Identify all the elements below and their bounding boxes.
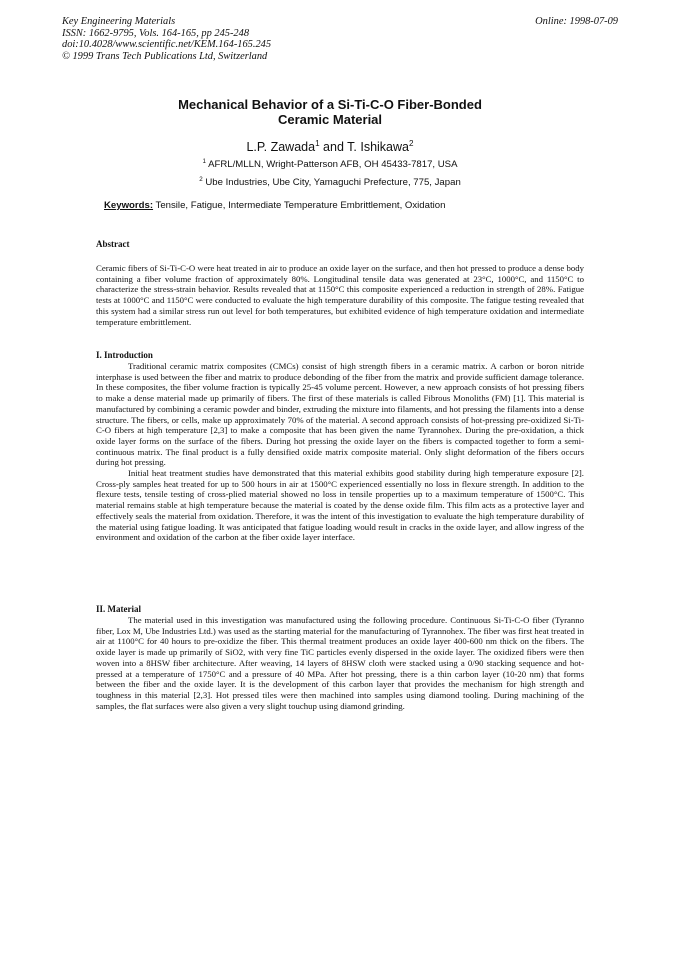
material-body xyxy=(96,615,584,711)
keywords-label: Keywords: xyxy=(104,200,154,211)
affiliation-2 xyxy=(100,177,560,188)
abstract-heading: Abstract xyxy=(96,239,130,249)
introduction-heading: I. Introduction xyxy=(96,350,153,360)
author-conjunction: and xyxy=(319,140,348,154)
title-line-2: Ceramic Material xyxy=(277,112,383,127)
issn-line: ISSN: 1662-9795, Vols. 164-165, pp 245-248 xyxy=(62,27,250,39)
author-1: L.P. Zawada xyxy=(246,140,316,154)
title-line-1: Mechanical Behavior of a Si-Ti-C-O Fiber-Bonded xyxy=(178,97,482,112)
paper-title xyxy=(100,97,560,127)
affiliation-1-mark: 1 xyxy=(202,157,206,165)
abstract-paragraph: Ceramic fibers of Si-Ti-C-O were heat treated in air to produce an oxide layer on the surface, and then hot pressed to produce a dense body containing a fiber volume fraction of approximately 80%. Longitudinal tensile data was generated at 23°C, 1000°C, and 1150°C to characterize the stress-strain behavior. Results revealed that at 1150°C this composite experienced a reduction in strength of 28%. Fatigue tests at 1000°C and 1150°C were conducted to evaluate the high temperature durability of this composite. The fatigue testing revealed that this system had a similar stress run out level for both temperatures, but exhibited evidence of high temperature oxidation and intermediate temperature embrittlement. xyxy=(96,263,584,327)
author-2: T. Ishikawa xyxy=(347,140,409,154)
online-date: Online: 1998-07-09 xyxy=(535,16,618,27)
affiliation-1-text: AFRL/MLLN, Wright-Patterson AFB, OH 45433-7817, USA xyxy=(205,159,458,170)
author-2-affil-mark: 2 xyxy=(409,138,414,148)
abstract-body xyxy=(96,263,584,327)
material-heading: II. Material xyxy=(96,604,141,614)
doi-line: doi:10.4028/www.scientific.net/KEM.164-165.245 xyxy=(62,39,272,51)
affiliation-1 xyxy=(100,159,560,170)
introduction-paragraph-2: Initial heat treatment studies have demonstrated that this material exhibits good stability during high temperature exposure [2]. Cross-ply samples heat treated for up to 500 hours in air at 1500°C experienced essentially no loss in flexure strength. In addition to the flexure tests, tensile testing of cross-plied material showed no loss in tensile properties up to a maximum temperature of 1500°C. This material remains stable at high temperature because the material is coated by the dense oxide film. This film acts as a protective layer and effectively seals the material from oxidation. Therefore, it was the intent of this investigation to evaluate the high temperature durability of the material using fatigue loading. It was anticipated that fatigue loading would result in cracks in the oxide layer, and allow ingress of the environment and oxidation of the carbon at the fiber oxide layer interface. xyxy=(96,468,584,543)
journal-name: Key Engineering Materials xyxy=(62,16,176,27)
author-line xyxy=(100,140,560,154)
journal-header xyxy=(62,16,618,62)
author-1-affil-mark: 1 xyxy=(315,138,320,148)
material-paragraph-1: The material used in this investigation was manufactured using the following procedure. Continuous Si-Ti-C-O fiber (Tyranno fiber, Lox M, Ube Industries Ltd.) was used as the starting material for the manufacturing of Tyrannohex. The fiber was first heat treated in air at 1100°C for 40 hours to pre-oxidize the fiber. This thermal treatment produces an oxide layer 400-600 nm thick on the fibers. The oxide layer is made up primarily of SiO2, with very fine TiC particles evenly dispersed in the oxide layer. The oxidized fibers were then woven into a 8HSW fiber architecture. After weaving, 14 layers of 8HSW cloth were stacked using a 0/90 stacking sequence and hot-pressed at a temperature of 1750°C and a pressure of 40 MPa. After hot pressing, there is a thin carbon layer (10-20 nm) that forms between the fiber and the oxide layer. It is the development of this carbon layer that provides the mechanism for high strength and toughness in this material [2,3]. Hot pressed tiles were then machined into samples using diamond tooling. During machining of the samples, the flat surfaces were also given a very slight touchup using diamond grinding. xyxy=(96,615,584,711)
introduction-paragraph-1: Traditional ceramic matrix composites (CMCs) consist of high strength fibers in a ceramic matrix. A carbon or boron nitride interphase is used between the fiber and matrix to produce debonding of the fiber from the matrix and provide sufficient damage tolerance. In these composites, the fiber volume fraction is typically 25-45 volume percent. However, a new approach consists of hot pressing fibers to make a dense material made up primarily of fibers. The first of these materials is called Fibrous Monoliths (FM) [1]. This material is manufactured by combining a ceramic powder and binder, extruding the mixture into filaments, and hot pressing the filaments into a dense structure. The fibers, or cells, make up approximately 70% of the material. A second approach consists of hot-pressing pre-oxidized Si-Ti-C-O fibers at high temperature [2,3] to make a composite that has been given the name Tyrannohex. During the pre-oxidation, a thick oxide layer forms on the surface of the fibers. During hot pressing the oxide layer on the fibers is compacted together to form a semi-continuous matrix. The final product is a fully densified oxide matrix composite material. Only slight deformation of the fibers occurs during hot pressing. xyxy=(96,361,584,468)
affiliation-2-text: Ube Industries, Ube City, Yamaguchi Prefecture, 775, Japan xyxy=(202,177,461,188)
affiliation-2-mark: 2 xyxy=(199,175,203,183)
introduction-body xyxy=(96,361,584,543)
keywords-text: Tensile, Fatigue, Intermediate Temperature Embrittlement, Oxidation xyxy=(153,200,446,211)
copyright-line: © 1999 Trans Tech Publications Ltd, Switzerland xyxy=(62,50,268,62)
keywords-line xyxy=(104,200,584,211)
